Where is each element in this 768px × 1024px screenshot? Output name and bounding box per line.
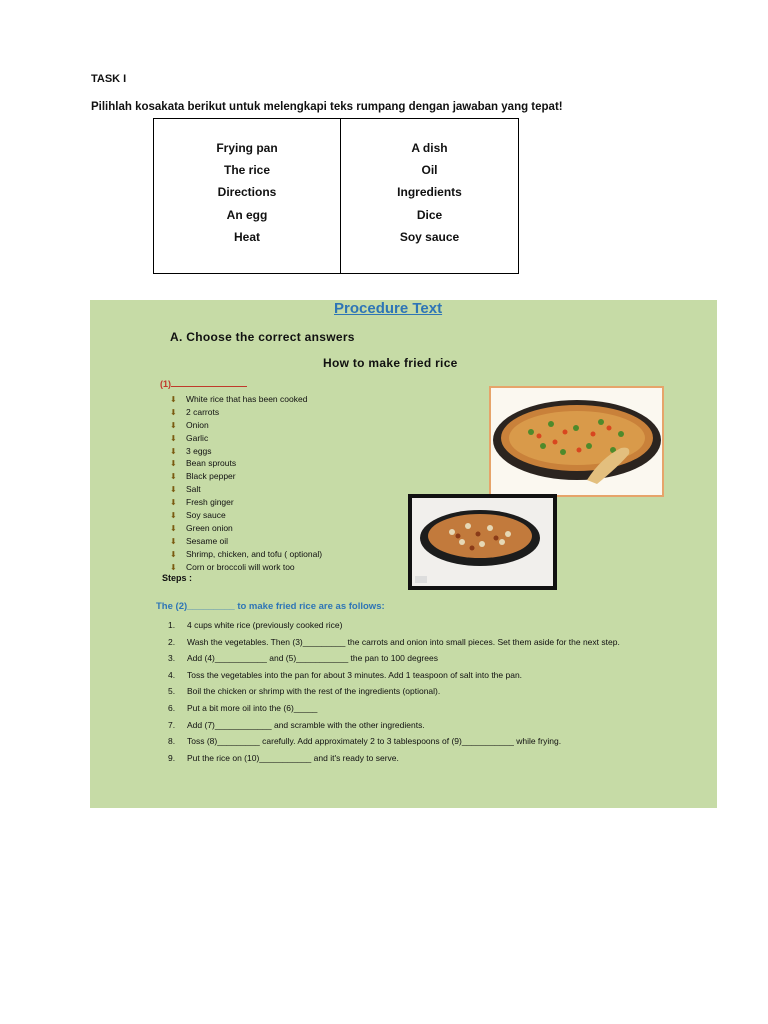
steps-intro: The (2)_________ to make fried rice are as follows: <box>156 601 385 612</box>
ingredient-text: Garlic <box>186 432 209 443</box>
arrow-bullet-icon: ⬇ <box>170 394 177 404</box>
blank-1-label: (1) <box>160 379 171 389</box>
ingredient-text: 3 eggs <box>186 445 212 456</box>
steps-list <box>168 617 708 766</box>
step-text: Toss (8)_________ carefully. Add approximately 2 to 3 tablespoons of (9)___________ while frying. <box>187 736 562 747</box>
arrow-bullet-icon: ⬇ <box>170 510 177 520</box>
list-item <box>170 406 322 419</box>
ingredient-text: Sesame oil <box>186 535 229 546</box>
step-text: Add (7)____________ and scramble with the other ingredients. <box>187 719 425 730</box>
blank-1 <box>160 379 247 389</box>
word-bank-item: A dish <box>411 141 448 155</box>
ingredient-text: 2 carrots <box>186 406 220 417</box>
list-item <box>170 548 322 561</box>
ingredient-text: Salt <box>186 484 201 495</box>
word-bank-item: Soy sauce <box>399 229 460 244</box>
step-number: 7. <box>168 719 176 730</box>
recipe-title: How to make fried rice <box>323 356 458 370</box>
list-item <box>170 457 322 470</box>
list-item <box>170 445 322 458</box>
list-item <box>168 733 708 750</box>
step-number: 6. <box>168 702 176 713</box>
step-text: Wash the vegetables. Then (3)_________ the carrots and onion into small pieces. Set them aside for the next step. <box>187 636 620 647</box>
arrow-bullet-icon: ⬇ <box>170 446 177 456</box>
ingredient-text: Onion <box>186 419 209 430</box>
word-bank-item: Heat <box>233 229 260 244</box>
list-item <box>170 483 322 496</box>
list-item <box>170 419 322 432</box>
list-item <box>168 717 708 734</box>
list-item <box>168 667 708 684</box>
ingredient-text: Shrimp, chicken, and tofu ( optional) <box>186 548 323 559</box>
ingredient-text: Fresh ginger <box>186 497 234 508</box>
arrow-bullet-icon: ⬇ <box>170 420 177 430</box>
list-item <box>170 470 322 483</box>
arrow-bullet-icon: ⬇ <box>170 549 177 559</box>
step-number: 3. <box>168 653 176 664</box>
ingredient-text: Bean sprouts <box>186 458 237 469</box>
section-heading: A. Choose the correct answers <box>170 330 355 344</box>
arrow-bullet-icon: ⬇ <box>170 433 177 443</box>
fried-rice-pan-photo <box>489 386 664 497</box>
step-text: 4 cups white rice (previously cooked rice) <box>187 620 343 630</box>
fried-rice-wok-photo <box>408 494 557 590</box>
step-number: 4. <box>168 669 176 680</box>
list-item <box>170 393 322 406</box>
fried-rice-pan-illustration <box>491 388 662 495</box>
procedure-title: Procedure Text <box>334 300 443 317</box>
steps-label: Steps : <box>162 573 193 583</box>
arrow-bullet-icon: ⬇ <box>170 485 177 495</box>
word-bank-right-column <box>340 119 518 273</box>
ingredient-text: Green onion <box>186 522 233 533</box>
ingredient-text: Soy sauce <box>186 509 226 520</box>
ingredient-text: Black pepper <box>186 471 236 482</box>
word-bank-item: Directions <box>217 185 277 200</box>
step-text: Toss the vegetables into the pan for about 3 minutes. Add 1 teaspoon of salt into the pan. <box>187 669 523 680</box>
list-item <box>170 535 322 548</box>
ingredient-text: Corn or broccoli will work too <box>186 561 295 572</box>
word-bank-item: Dice <box>416 207 443 222</box>
list-item <box>170 509 322 522</box>
step-text: Put a bit more oil into the (6)_____ <box>187 702 318 713</box>
step-number: 5. <box>168 686 176 697</box>
procedure-text-panel <box>90 300 717 808</box>
task-title: TASK I <box>91 73 127 85</box>
arrow-bullet-icon: ⬇ <box>170 536 177 546</box>
word-bank-item: Frying pan <box>216 141 278 155</box>
list-item <box>168 634 708 651</box>
word-bank-item: Ingredients <box>397 185 462 200</box>
ingredient-list <box>170 393 322 573</box>
word-bank-item: An egg <box>226 207 268 222</box>
step-text: Add (4)___________ and (5)___________ the pan to 100 degrees <box>187 653 438 664</box>
step-text: Boil the chicken or shrimp with the rest of the ingredients (optional). <box>187 686 441 697</box>
list-item <box>168 650 708 667</box>
blank-1-line <box>171 386 247 387</box>
arrow-bullet-icon: ⬇ <box>170 523 177 533</box>
step-number: 8. <box>168 736 176 747</box>
ingredient-text: White rice that has been cooked <box>186 393 308 404</box>
arrow-bullet-icon: ⬇ <box>170 472 177 482</box>
arrow-bullet-icon: ⬇ <box>170 407 177 417</box>
task-instruction: Pilihlah kosakata berikut untuk melengkapi teks rumpang dengan jawaban yang tepat! <box>91 101 563 113</box>
arrow-bullet-icon: ⬇ <box>170 562 177 572</box>
list-item <box>170 496 322 509</box>
fried-rice-wok-illustration <box>412 498 553 586</box>
step-text: Put the rice on (10)___________ and it's ready to serve. <box>187 752 399 763</box>
step-number: 1. <box>168 620 176 630</box>
list-item <box>168 683 708 700</box>
arrow-bullet-icon: ⬇ <box>170 459 177 469</box>
list-item <box>168 700 708 717</box>
list-item <box>170 522 322 535</box>
word-bank-item: The rice <box>223 163 271 178</box>
step-number: 2. <box>168 636 176 647</box>
arrow-bullet-icon: ⬇ <box>170 498 177 508</box>
word-bank-item: Oil <box>421 163 438 178</box>
list-item <box>170 561 322 574</box>
word-bank-left-column <box>154 119 340 273</box>
list-item <box>168 750 708 767</box>
word-bank-table <box>153 118 519 274</box>
list-item <box>168 617 708 634</box>
list-item <box>170 432 322 445</box>
step-number: 9. <box>168 752 176 763</box>
